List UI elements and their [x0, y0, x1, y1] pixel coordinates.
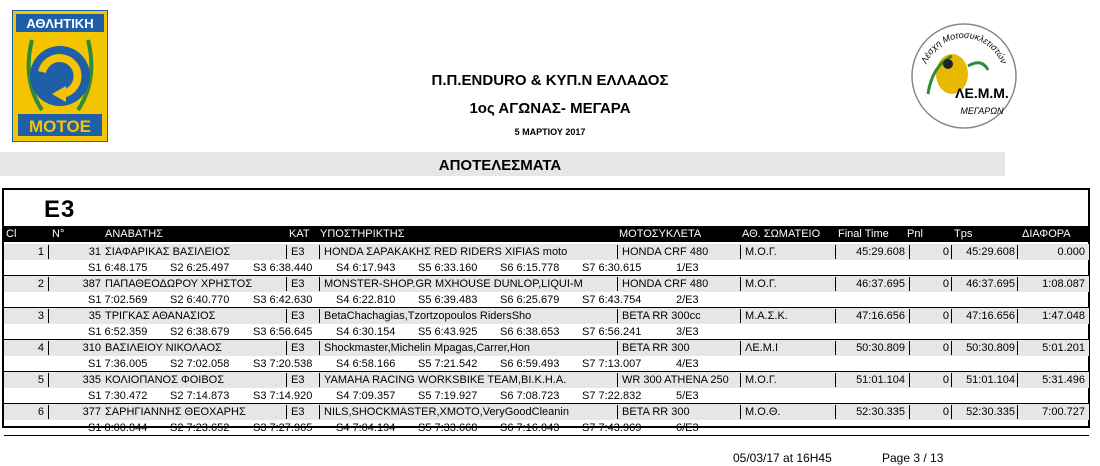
- split-s2: S2 7:23.652: [170, 422, 230, 434]
- col-bike: ΜΟΤΟΣΥΚΛΕΤΑ: [619, 228, 702, 240]
- logo-right-bottom-text: ΜΕΓΑΡΩΝ: [960, 106, 1004, 116]
- cell-rider: ΣΙΑΦΑΡΙΚΑΣ ΒΑΣΙΛΕΙΟΣ: [105, 246, 231, 258]
- logo-right-arc-text: Λέσχη Μοτοσυκλετιστών: [919, 29, 1009, 66]
- event-title: Π.Π.ENDURO & ΚΥΠ.Ν ΕΛΛΑΔΟΣ: [431, 72, 669, 89]
- class-title: E3: [44, 196, 76, 223]
- cell-sponsor: Shockmaster,Michelin Mpagas,Carrer,Hon: [319, 341, 617, 355]
- result-row: [4, 276, 1089, 292]
- col-diff: ΔΙΑΦΟΡΑ: [1022, 228, 1071, 240]
- split-s7: S7 7:13.007: [582, 358, 642, 370]
- cell-diff: 0.000: [1017, 245, 1087, 259]
- cell-num: 377: [48, 405, 103, 419]
- split-s1: S1 6:48.175: [88, 262, 148, 274]
- cell-cat: E3: [286, 309, 319, 323]
- cell-club: Μ.Ο.Γ.: [740, 277, 835, 291]
- cell-sponsor: YAMAHA RACING WORKSBIKE TEAM,BI.K.H.A.: [319, 373, 617, 387]
- split-s5: S5 7:33.668: [418, 422, 478, 434]
- cell-cat: E3: [286, 245, 319, 259]
- cell-final: 50:30.809: [835, 341, 909, 355]
- cell-diff: 5:01.201: [1017, 341, 1087, 355]
- cell-pnl: 0: [909, 341, 951, 355]
- cell-final: 51:01.104: [835, 373, 909, 387]
- cell-pnl: 0: [909, 277, 951, 291]
- cell-pnl: 0: [909, 245, 951, 259]
- split-s3: S3 6:56.645: [253, 326, 313, 338]
- split-s5: S5 7:21.542: [418, 358, 478, 370]
- logo-left-bottom-text: ΜΟΤΟΕ: [28, 117, 92, 136]
- cell-sponsor: BetaChachagias,Tzortzopoulos RidersSho: [319, 309, 617, 323]
- cell-rider: ΚΟΛΙΟΠΑΝΟΣ ΦΟΙΒΟΣ: [105, 374, 225, 386]
- cell-club: Μ.Α.Σ.Κ.: [740, 309, 835, 323]
- split-s1: S1 7:02.569: [88, 294, 148, 306]
- cell-rider: ΠΑΠΑΘΕΟΔΩΡΟΥ ΧΡΗΣΤΟΣ: [105, 278, 253, 290]
- split-position: 6/E3: [676, 422, 699, 434]
- split-position: 2/E3: [676, 294, 699, 306]
- cell-sponsor: NILS,SHOCKMASTER,XMOTO,VeryGoodCleanin: [319, 405, 617, 419]
- cell-tps: 50:30.809: [951, 341, 1017, 355]
- split-s5: S5 6:43.925: [418, 326, 478, 338]
- split-s6: S6 7:16.043: [500, 422, 560, 434]
- cell-cat: E3: [286, 277, 319, 291]
- cell-final: 47:16.656: [835, 309, 909, 323]
- split-s1: S1 6:52.359: [88, 326, 148, 338]
- cell-diff: 1:47.048: [1017, 309, 1087, 323]
- split-s3: S3 7:20.538: [253, 358, 313, 370]
- cell-bike: WR 300 ATHENA 250: [617, 373, 740, 387]
- cell-num: 35: [48, 309, 103, 323]
- row-divider: [4, 435, 1089, 436]
- cell-cl: 6: [37, 406, 44, 418]
- split-s2: S2 6:38.679: [170, 326, 230, 338]
- logo-left-top-text: ΑΘΛΗΤΙΚΗ: [26, 16, 94, 31]
- cell-club: Μ.Ο.Θ.: [740, 405, 835, 419]
- cell-sponsor: MONSTER-SHOP.GR MXHOUSE DUNLOP,LIQUI-M: [319, 277, 617, 291]
- split-times-row: [4, 292, 1089, 308]
- split-s2: S2 7:14.873: [170, 390, 230, 402]
- cell-club: ΛΕ.Μ.Ι: [740, 341, 835, 355]
- split-s7: S7 6:56.241: [582, 326, 642, 338]
- col-sponsor: ΥΠΟΣΤΗΡΙΚΤΗΣ: [320, 228, 405, 240]
- split-s7: S7 6:30.615: [582, 262, 642, 274]
- cell-bike: BETA RR 300: [617, 405, 740, 419]
- split-s7: S7 7:22.832: [582, 390, 642, 402]
- split-s1: S1 8:00.844: [88, 422, 148, 434]
- cell-tps: 47:16.656: [951, 309, 1017, 323]
- split-s4: S4 7:04.194: [336, 422, 396, 434]
- result-row: [4, 244, 1089, 260]
- cell-bike: BETA RR 300: [617, 341, 740, 355]
- split-s6: S6 6:38.653: [500, 326, 560, 338]
- split-s5: S5 6:33.160: [418, 262, 478, 274]
- event-subtitle: 1ος ΑΓΩΝΑΣ- ΜΕΓΑΡΑ: [469, 100, 631, 117]
- footer-page-number: Page 3 / 13: [882, 451, 944, 465]
- cell-rider: ΒΑΣΙΛΕΙΟΥ ΝΙΚΟΛΑΟΣ: [105, 342, 222, 354]
- cell-pnl: 0: [909, 309, 951, 323]
- cell-diff: 7:00.727: [1017, 405, 1087, 419]
- split-s4: S4 6:22.810: [336, 294, 396, 306]
- cell-num: 335: [48, 373, 103, 387]
- split-s6: S6 6:25.679: [500, 294, 560, 306]
- split-s2: S2 6:40.770: [170, 294, 230, 306]
- col-tps: Tps: [954, 228, 973, 240]
- column-header-row: [4, 226, 1089, 242]
- cell-bike: BETA RR 300cc: [617, 309, 740, 323]
- split-s1: S1 7:30.472: [88, 390, 148, 402]
- cell-cat: E3: [286, 341, 319, 355]
- cell-tps: 46:37.695: [951, 277, 1017, 291]
- cell-cat: E3: [286, 405, 319, 419]
- event-date: 5 ΜΑΡΤΙΟΥ 2017: [514, 127, 586, 137]
- cell-cl: 5: [37, 374, 44, 386]
- split-s7: S7 6:43.754: [582, 294, 642, 306]
- split-s5: S5 7:19.927: [418, 390, 478, 402]
- cell-num: 387: [48, 277, 103, 291]
- cell-bike: HONDA CRF 480: [617, 245, 740, 259]
- cell-cl: 3: [37, 310, 44, 322]
- cell-bike: HONDA CRF 480: [617, 277, 740, 291]
- result-row: [4, 404, 1089, 420]
- cell-tps: 51:01.104: [951, 373, 1017, 387]
- col-pnl: Pnl: [907, 228, 923, 240]
- cell-final: 45:29.608: [835, 245, 909, 259]
- footer-timestamp: 05/03/17 at 16H45: [733, 451, 832, 465]
- split-s3: S3 6:42.630: [253, 294, 313, 306]
- split-position: 3/E3: [676, 326, 699, 338]
- cell-num: 31: [48, 245, 103, 259]
- split-s4: S4 7:09.357: [336, 390, 396, 402]
- split-times-row: [4, 356, 1089, 372]
- logo-right-center-text: ΛΕ.Μ.Μ.: [955, 85, 1009, 101]
- split-s4: S4 6:17.943: [336, 262, 396, 274]
- cell-cl: 4: [37, 342, 44, 354]
- cell-club: Μ.Ο.Γ.: [740, 373, 835, 387]
- col-cat: ΚΑΤ: [289, 228, 310, 240]
- split-s7: S7 7:43.969: [582, 422, 642, 434]
- split-s2: S2 6:25.497: [170, 262, 230, 274]
- split-s3: S3 7:27.965: [253, 422, 313, 434]
- col-num: N°: [52, 228, 65, 240]
- result-row: [4, 372, 1089, 388]
- split-times-row: [4, 388, 1089, 404]
- split-times-row: [4, 324, 1089, 340]
- split-s5: S5 6:39.483: [418, 294, 478, 306]
- result-row: [4, 308, 1089, 324]
- split-times-row: [4, 260, 1089, 276]
- split-s6: S6 7:08.723: [500, 390, 560, 402]
- split-s4: S4 6:58.166: [336, 358, 396, 370]
- cell-diff: 5:31.496: [1017, 373, 1087, 387]
- split-s6: S6 6:59.493: [500, 358, 560, 370]
- cell-num: 310: [48, 341, 103, 355]
- cell-pnl: 0: [909, 373, 951, 387]
- split-times-row: [4, 420, 1089, 436]
- result-row: [4, 340, 1089, 356]
- split-s3: S3 6:38.440: [253, 262, 313, 274]
- cell-final: 52:30.335: [835, 405, 909, 419]
- split-position: 4/E3: [676, 358, 699, 370]
- cell-final: 46:37.695: [835, 277, 909, 291]
- cell-cl: 2: [37, 278, 44, 290]
- cell-tps: 45:29.608: [951, 245, 1017, 259]
- split-position: 5/E3: [676, 390, 699, 402]
- col-cl: Cl: [6, 228, 17, 240]
- cell-club: Μ.Ο.Γ.: [740, 245, 835, 259]
- split-s6: S6 6:15.778: [500, 262, 560, 274]
- cell-sponsor: HONDA ΣΑΡΑΚΑΚΗΣ RED RIDERS XIFIAS moto: [319, 245, 617, 259]
- split-s1: S1 7:36.005: [88, 358, 148, 370]
- split-s4: S4 6:30.154: [336, 326, 396, 338]
- cell-rider: ΣΑΡΗΓΙΑΝΝΗΣ ΘΕΟΧΑΡΗΣ: [105, 406, 246, 418]
- split-s2: S2 7:02.058: [170, 358, 230, 370]
- cell-rider: ΤΡΙΓΚΑΣ ΑΘΑΝΑΣΙΟΣ: [105, 310, 216, 322]
- cell-cl: 1: [37, 246, 44, 258]
- col-rider: ΑΝΑΒΑΤΗΣ: [105, 228, 163, 240]
- cell-pnl: 0: [909, 405, 951, 419]
- cell-cat: E3: [286, 373, 319, 387]
- results-title: ΑΠΟΤΕΛΕΣΜΑΤΑ: [438, 157, 562, 174]
- split-position: 1/E3: [676, 262, 699, 274]
- split-s3: S3 7:14.920: [253, 390, 313, 402]
- col-club: ΑΘ. ΣΩΜΑΤΕΙΟ: [742, 228, 821, 240]
- col-final: Final Time: [838, 228, 889, 240]
- cell-diff: 1:08.087: [1017, 277, 1087, 291]
- cell-tps: 52:30.335: [951, 405, 1017, 419]
